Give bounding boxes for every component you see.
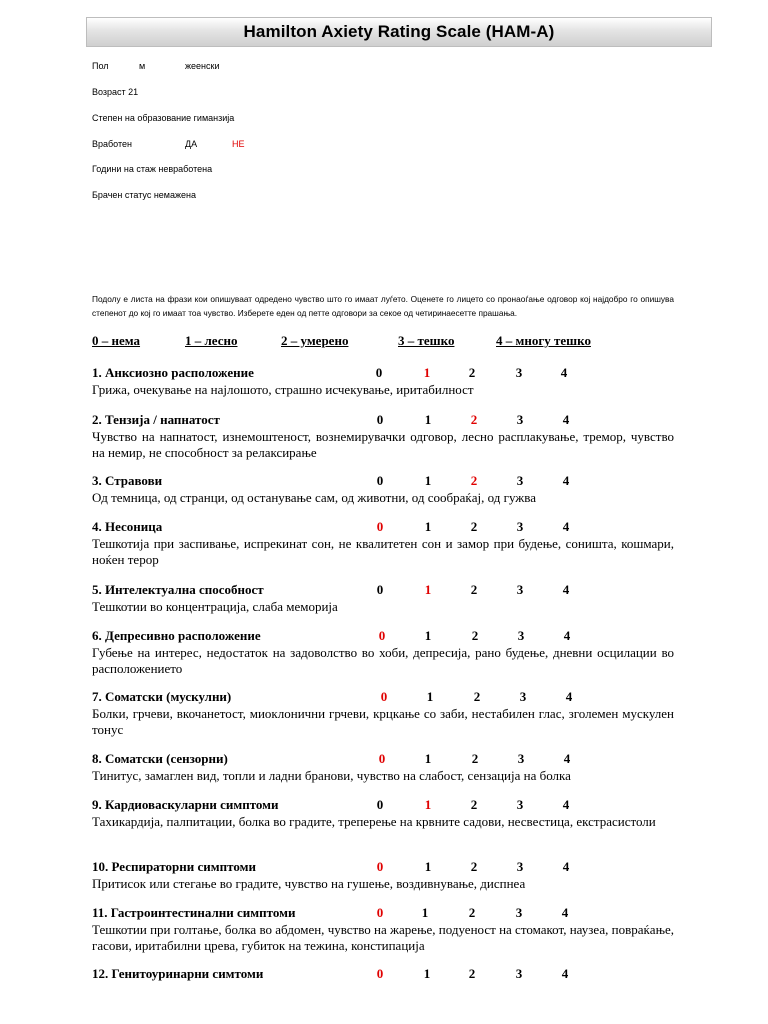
score-option[interactable]: 2 xyxy=(471,751,479,766)
rating-item xyxy=(92,365,674,398)
rating-item xyxy=(92,797,674,830)
score-option[interactable]: 2 xyxy=(470,582,478,597)
rating-item-title: 6. Депресивно расположение xyxy=(92,628,261,643)
score-option-selected[interactable]: 0 xyxy=(378,628,386,643)
score-option-selected[interactable]: 0 xyxy=(380,689,388,704)
score-option-selected[interactable]: 1 xyxy=(423,365,431,380)
rating-item-title: 10. Респираторни симптоми xyxy=(92,859,256,874)
score-option[interactable]: 0 xyxy=(376,473,384,488)
score-option[interactable]: 1 xyxy=(421,905,429,920)
rating-item-header xyxy=(92,689,674,706)
score-option[interactable]: 1 xyxy=(424,859,432,874)
marital-text: Брачен статус немажена xyxy=(92,190,197,200)
score-option[interactable]: 1 xyxy=(426,689,434,704)
score-option[interactable]: 0 xyxy=(375,365,383,380)
scale-legend xyxy=(92,333,652,349)
rating-item-header xyxy=(92,905,674,922)
score-option[interactable]: 4 xyxy=(562,519,570,534)
scale-legend-item: 1 – лесно xyxy=(185,333,238,348)
score-option[interactable]: 4 xyxy=(563,628,571,643)
rating-item-description: Губење на интерес, недостаток на задоволство во хоби, депресија, рано будење, дневни осцилации во расположението xyxy=(92,645,674,676)
rating-item-header xyxy=(92,628,674,645)
rating-item-title: 7. Соматски (мускулни) xyxy=(92,689,232,704)
score-option[interactable]: 2 xyxy=(473,689,481,704)
score-option[interactable]: 4 xyxy=(562,859,570,874)
rating-item-description: Тешкотии во концентрација, слаба меморија xyxy=(92,599,338,614)
score-option-selected[interactable]: 1 xyxy=(424,797,432,812)
score-option[interactable]: 4 xyxy=(560,365,568,380)
employed-no: НЕ xyxy=(232,139,245,149)
scale-legend-item: 3 – тешко xyxy=(398,333,455,348)
rating-item-description: Грижа, очекување на најлошото, страшно исчекување, иритабилност xyxy=(92,382,474,397)
score-option[interactable]: 3 xyxy=(516,797,524,812)
rating-item-description: Притисок или стегање во градите, чувство на гушење, воздивнување, диспнеа xyxy=(92,876,526,891)
score-option[interactable]: 1 xyxy=(424,628,432,643)
score-option[interactable]: 2 xyxy=(468,966,476,981)
score-option[interactable]: 0 xyxy=(376,797,384,812)
scale-legend-item: 2 – умерено xyxy=(281,333,349,348)
rating-item-description: Болки, грчеви, вкочанетост, миоклонични грчеви, крцкање со заби, нестабилен глас, зголемен мускулен тонус xyxy=(92,706,674,737)
sex-option-m: м xyxy=(139,61,146,71)
rating-item-title: 8. Соматски (сензорни) xyxy=(92,751,228,766)
score-option-selected[interactable]: 0 xyxy=(378,751,386,766)
rating-item-description: Тахикардија, палпитации, болка во градите, треперење на крвните садови, несвестица, екстрасистоли xyxy=(92,814,656,829)
rating-item-title: 11. Гастроинтестинални симптоми xyxy=(92,905,296,920)
score-option[interactable]: 3 xyxy=(516,473,524,488)
employed-yes: ДА xyxy=(185,139,198,149)
rating-item-header xyxy=(92,473,674,490)
score-option[interactable]: 3 xyxy=(516,412,524,427)
score-option[interactable]: 3 xyxy=(515,365,523,380)
scale-legend-item: 0 – нема xyxy=(92,333,141,348)
score-option[interactable]: 0 xyxy=(376,412,384,427)
score-option[interactable]: 4 xyxy=(561,966,569,981)
score-option-selected[interactable]: 0 xyxy=(376,519,384,534)
score-option[interactable]: 1 xyxy=(424,412,432,427)
score-option[interactable]: 3 xyxy=(517,751,525,766)
score-option[interactable]: 4 xyxy=(562,582,570,597)
rating-item-description: Чувство на напнатост, изнемоштеност, вознемирувачки одговор, лесно расплакување, тремор, чувство на немир, не способност за релаксирање xyxy=(92,429,674,460)
rating-item xyxy=(92,859,674,892)
rating-item-title: 9. Кардиоваскуларни симптоми xyxy=(92,797,279,812)
sex-label: Пол xyxy=(92,61,109,71)
score-option-selected[interactable]: 0 xyxy=(376,859,384,874)
rating-item-title: 1. Анксиозно расположение xyxy=(92,365,254,380)
score-option[interactable]: 3 xyxy=(516,859,524,874)
rating-item-title: 5. Интелектуална способност xyxy=(92,582,264,597)
rating-item-description: Тешкотии при голтање, болка во абдомен, чувство на жарење, подуеност на стомакот, наузеа, повраќање, гасови, иритабилни црева, губиток на тежина, констипација xyxy=(92,922,674,953)
rating-item xyxy=(92,628,674,676)
rating-item-description: Тешкотија при заспивање, испрекинат сон, не квалитетен сон и замор при будење, соништа, кошмари, ноќен терор xyxy=(92,536,674,567)
score-option[interactable]: 1 xyxy=(424,473,432,488)
score-option[interactable]: 4 xyxy=(562,412,570,427)
rating-item-header xyxy=(92,519,674,536)
rating-item-header xyxy=(92,751,674,768)
tenure-text: Години на стаж невработена xyxy=(92,164,213,174)
rating-item-title: 4. Несоница xyxy=(92,519,163,534)
rating-item xyxy=(92,582,674,615)
score-option[interactable]: 2 xyxy=(470,859,478,874)
rating-item-title: 2. Тензија / напнатост xyxy=(92,412,220,427)
score-option[interactable]: 3 xyxy=(516,519,524,534)
title-bar xyxy=(86,17,712,47)
rating-item xyxy=(92,905,674,953)
rating-item xyxy=(92,689,674,737)
score-option[interactable]: 0 xyxy=(376,582,384,597)
rating-item-header xyxy=(92,797,674,814)
rating-item-title: 12. Генитоуринарни симтоми xyxy=(92,966,264,981)
score-option[interactable]: 4 xyxy=(561,905,569,920)
age-text: Возраст 21 xyxy=(92,87,139,97)
score-option[interactable]: 4 xyxy=(565,689,573,704)
score-option[interactable]: 3 xyxy=(516,582,524,597)
score-option[interactable]: 1 xyxy=(424,519,432,534)
rating-item-description: Тинитус, замаглен вид, топли и ладни бранови, чувство на слабост, сензација на болка xyxy=(92,768,571,783)
score-option[interactable]: 3 xyxy=(515,905,523,920)
rating-item-header xyxy=(92,859,674,876)
score-option[interactable]: 4 xyxy=(562,797,570,812)
score-option[interactable]: 3 xyxy=(515,966,523,981)
score-option[interactable]: 2 xyxy=(468,905,476,920)
score-option-selected[interactable]: 1 xyxy=(424,582,432,597)
score-option-selected[interactable]: 2 xyxy=(470,412,478,427)
score-option[interactable]: 3 xyxy=(517,628,525,643)
score-option[interactable]: 2 xyxy=(471,628,479,643)
score-option-selected[interactable]: 0 xyxy=(376,966,384,981)
rating-item xyxy=(92,751,674,784)
rating-item xyxy=(92,966,674,983)
score-option[interactable]: 4 xyxy=(562,473,570,488)
score-option-selected[interactable]: 0 xyxy=(376,905,384,920)
rating-item xyxy=(92,412,674,460)
sex-option-f: жеенски xyxy=(185,61,220,71)
rating-item-title: 3. Стравови xyxy=(92,473,163,488)
rating-item xyxy=(92,519,674,567)
rating-item-header xyxy=(92,582,674,599)
rating-item xyxy=(92,473,674,506)
score-option-selected[interactable]: 2 xyxy=(470,473,478,488)
rating-item-description: Од темница, од странци, од останување сам, од животни, од сообраќај, од гужва xyxy=(92,490,536,505)
rating-item-header xyxy=(92,365,674,382)
employed-label: Вработен xyxy=(92,139,132,149)
score-option[interactable]: 1 xyxy=(423,966,431,981)
score-option[interactable]: 3 xyxy=(519,689,527,704)
rating-item-header xyxy=(92,412,674,429)
page-title: Hamilton Axiety Rating Scale (HAM-A) xyxy=(243,22,555,41)
score-option[interactable]: 4 xyxy=(563,751,571,766)
score-option[interactable]: 2 xyxy=(468,365,476,380)
education-text: Степен на образование гиманзија xyxy=(92,113,235,123)
score-option[interactable]: 2 xyxy=(470,519,478,534)
rating-item-header xyxy=(92,966,674,983)
scale-legend-item: 4 – многу тешко xyxy=(496,333,591,348)
score-option[interactable]: 1 xyxy=(424,751,432,766)
score-option[interactable]: 2 xyxy=(470,797,478,812)
instructions-paragraph: Подолу е листа на фрази кои опишуваат одредено чувство што го имаат луѓето. Оценете го лицето со пронаоѓање одговор кој најдобро го опишува степенот до кој го имаат тоа чувство. Изберете еден од петте одговори за секое од четиринаесетте прашања. xyxy=(92,294,674,318)
